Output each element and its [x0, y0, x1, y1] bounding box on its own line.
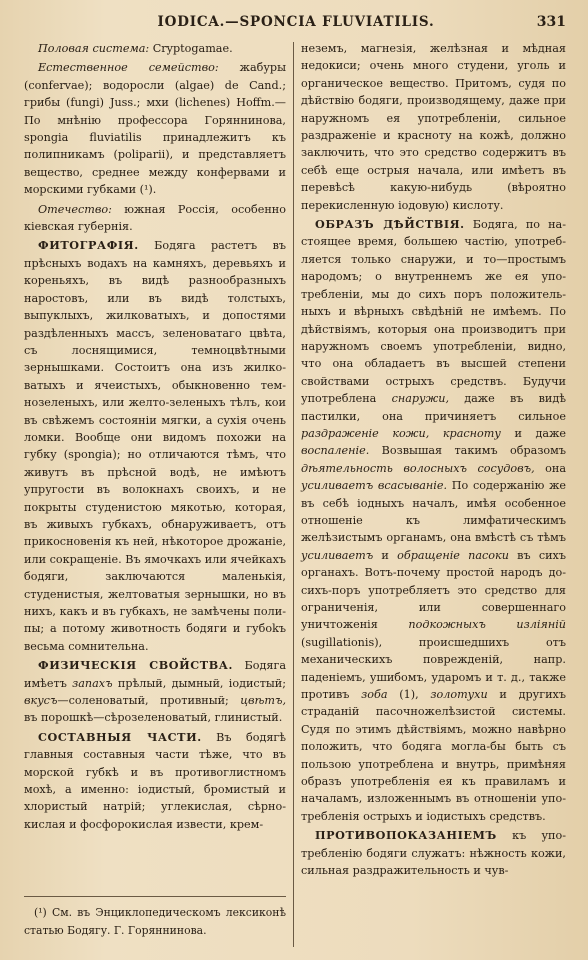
section-mode-of-action: ОБРАЗЪ ДѢЙСТВІЯ. Бодяга, по настоящее время, большею частію, употребляется только снаружи, и то—простымъ народомъ; о внутреннемъ же ея употребленіи, мы до сихъ поръ положительныхъ и вѣрныхъ свѣдѣній не имѣемъ. По дѣйствіямъ, которыя она производитъ при наружномъ своемъ употребленіи, видно, что она обладаетъ въ высшей степени свойствами острыхъ средствъ. Будучи употреблена снаружи, даже въ видѣ пастилки, она причиняетъ сильное раздраженіе кожи, красноту и даже воспаленіе. Возвышая такимъ образомъ дѣятельность волосныхъ сосудовъ, она усиливаетъ всасываніе. По содержанію же въ себѣ іодныхъ началъ, имѣя особенное отношеніе къ лимфатическимъ желѣзистымъ органамъ, она вмѣстѣ съ тѣмъ усиливаетъ и обращеніе пасоки въ сихъ органахъ. Вотъ-почему простой народъ до-сихъ-поръ употребляетъ это средство для ограниченія, или совершеннаго уничтоженія подкожныхъ излiяній (sugillationis), происшедшихъ отъ механическихъ поврежденій, напр. паденіемъ, ушибомъ, ударомъ и т. д., также противъ зоба (1), золотухи и другихъ страданій пасочножелѣзистой системы. Судя по этимъ дѣйствіямъ, можно навѣрно положить, что бодяга могла-бы быть съ пользою употреблена и внутрь, примѣняя образъ употребленія ея къ правиламъ и началамъ, изложеннымъ въ отношеніи употребленія острыхъ и іодистыхъ средствъ. [301, 217, 567, 823]
section-phytography: ФИТОГРАФІЯ. Бодяга растетъ въ прѣсныхъ водахъ на камняхъ, деревьяхъ и кореньяхъ, въ видѣ разнообразныхъ наростовъ, или въ видѣ толстыхъ, выпуклыхъ, жилковатыхъ, и дoпостями раздѣленныхъ массъ, зеленоватаго цвѣта, съ лоснящимися, темноцвѣтными зернышками. Состоитъ она изъ жилковатыхъ и ячеистыхъ, обыкновенно темнозеленыхъ, или желто-зеленыхъ тѣлъ, кои въ свѣжемъ состояніи мягки, а сухія очень ломки. Вообще они видомъ похожи на губку (spongia); но отличаются тѣмъ, что живутъ въ прѣсной водѣ, не имѣютъ упругости въ волокнахъ своихъ, и не покрыты студенистою мякотью, которая, въ живыхъ губкахъ, обнаруживаетъ, отъ прикосновенія къ ней, нѣкоторое дрожаніе, или сокращеніе. Въ ямочкахъ или ячейкахъ бодяги, заключаются маленькія, студенистыя, желтоватыя зернышки, но въ нихъ, какъ и въ губкахъ, не замѣчены полипы; а потому животность бодяги и губokъ весьма сомнительна. [24, 238, 286, 653]
components-continued: неземъ, магнезія, желѣзная и мѣдная недокиси; очень много студени, уголь и органическое вещество. Притомъ, судя по дѣйствію бодяги, производящему, даже при наружномъ ея употребленіи, сильное раздраженіе и красноту на кожѣ, должно заключить, что это средство содержитъ въ себѣ еще острыя начала, или имѣетъ въ перевѣсѣ какую-нибудь (вѣроятно перекисленную іодовую) кислоту. [301, 42, 566, 212]
footnote-divider [24, 896, 286, 897]
label-system: Половая система: [38, 42, 150, 55]
heading-mode-of-action: ОБРАЗЪ ДѢЙСТВІЯ. [315, 217, 465, 232]
label-family: Естественное семейство: [38, 61, 219, 75]
running-head: IODICA.—SPONCIA FLUVIATILIS. [157, 14, 435, 30]
homeland: Отечество: южная Россія, особенно кіевская губернія. [24, 202, 286, 234]
classification-system: Половая система: Cryptogamae. [38, 42, 233, 55]
section-physical-properties: ФИЗИЧЕСКІЯ СВОЙСТВА. Бодяга имѣетъ запахъ прѣлый, дымный, іодистый; вкусъ—соленоватый, противный; цвѣтъ, въ порошкѣ—сѣрозеленоватый, глинистый. [24, 658, 287, 725]
page-number: 331 [536, 14, 566, 30]
heading-physical-properties: ФИЗИЧЕСКІЯ СВОЙСТВА. [38, 658, 233, 673]
heading-contraindications: ПРОТИВОПОКАЗАНІЕМЪ [315, 828, 497, 843]
page-header [22, 14, 570, 38]
heading-phytography: ФИТОГРАФІЯ. [38, 238, 139, 253]
section-components: СОСТАВНЫЯ ЧАСТИ. Въ бодягѣ главныя составныя части тѣже, что въ морской губкѣ и въ противоглистномъ мохѣ, а именно: іодистый, бромистый и хлористый натрій; углекислая, сѣрнокислая и фосфорокислая извести, крем- [24, 729, 286, 831]
section-contraindications: ПРОТИВОПОКАЗАНІЕМЪ къ употребленію бодяги служатъ: нѣжность кожи, сильная раздражительность и чув- [301, 828, 566, 878]
left-column [24, 40, 286, 833]
label-homeland: Отечество: [38, 202, 112, 216]
footnote: (¹) См. въ Энциклопедическомъ лексиконѣ статью Бодягу. Г. Горяннинова. [24, 906, 286, 937]
heading-components: СОСТАВНЫЯ ЧАСТИ. [38, 729, 202, 744]
right-column [301, 40, 566, 880]
natural-family: Естественное семейство: жабуры (confervae); водоросли (algae) de Cand.; грибы (fungi) Juss.; мхи (lichenes) Hoffm.— По мнѣнію профессора Горяннинова, spongia fluviatilis принадлежитъ къ полипникамъ (poliparii), и представляетъ вещество, среднее между конфервами и морскими губками (¹). [24, 61, 287, 197]
column-divider [293, 42, 294, 947]
